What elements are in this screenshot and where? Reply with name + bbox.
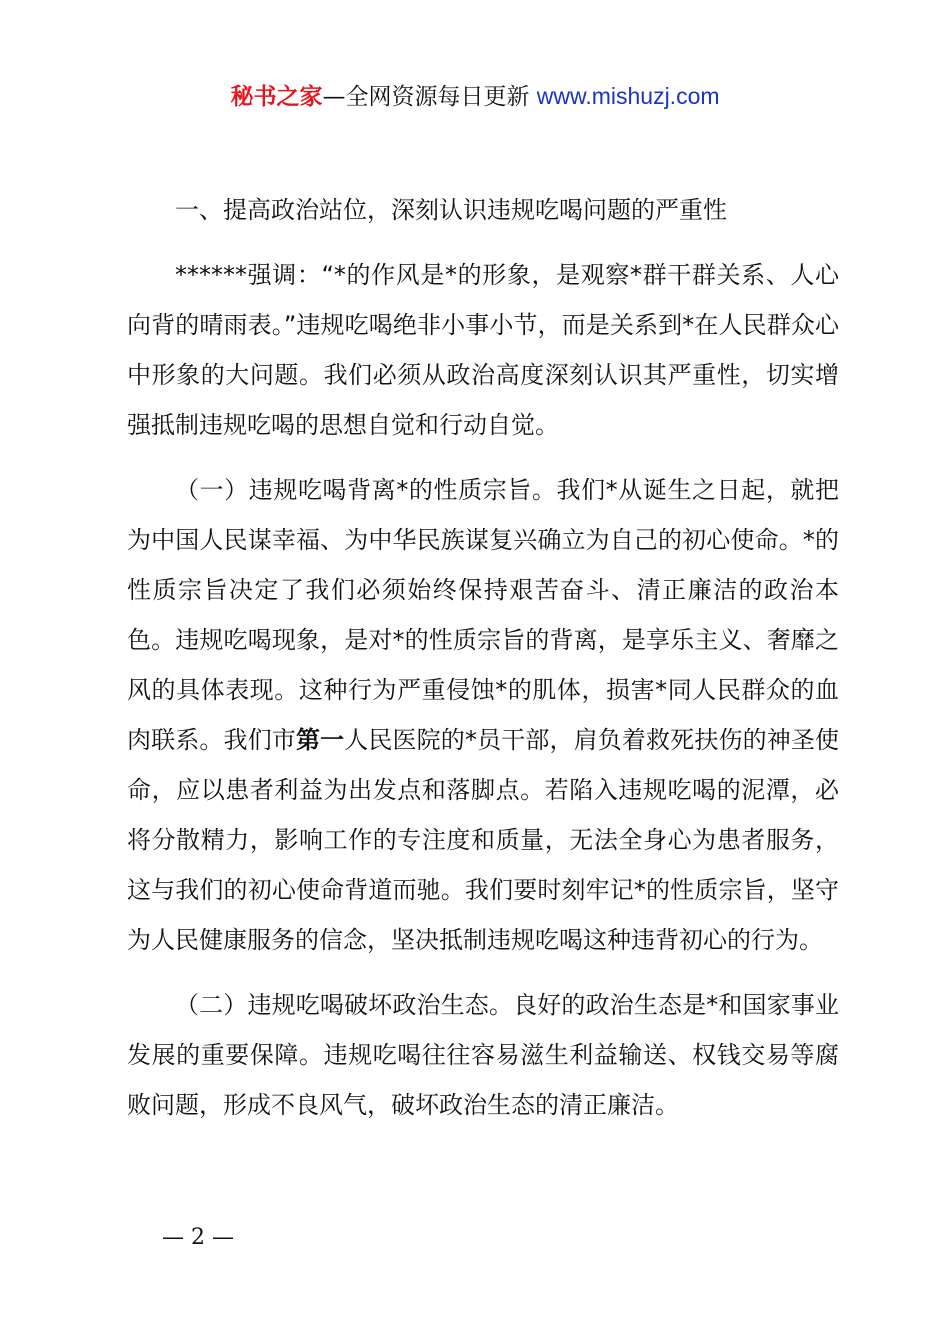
paragraph-3: （二）违规吃喝破坏政治生态。良好的政治生态是*和国家事业发展的重要保障。违规吃喝往往容易滋生利益输送、权钱交易等腐败问题，形成不良风气，破坏政治生态的清正廉洁。 xyxy=(127,991,839,1119)
header-tagline: —全网资源每日更新 xyxy=(322,84,537,110)
page-number: — 2 — xyxy=(162,1225,234,1250)
document-body xyxy=(127,185,839,1130)
paragraph-2-text-end: 人民医院的*员干部，肩负着救死扶伤的神圣使命，应以患者利益为出发点和落脚点。若陷入违规吃喝的泥潭，必将分散精力，影响工作的专注度和质量，无法全身心为患者服务，这与我们的初心使命背道而驰。我们要时刻牢记*的性质宗旨，坚守为人民健康服务的信念，坚决抵制违规吃喝这种违背初心的行为。 xyxy=(127,726,840,954)
paragraph-1: ******强调：“*的作风是*的形象，是观察*群干群关系、人心向背的晴雨表。”违规吃喝绝非小事小节，而是关系到*在人民群众心中形象的大问题。我们必须从政治高度深刻认识其严重性，切实增强抵制违规吃喝的思想自觉和行动自觉。 xyxy=(127,261,839,439)
site-header xyxy=(0,78,950,115)
paragraph-2-bold-text: 第一 xyxy=(295,726,345,754)
site-url-link[interactable]: www.mishuzj.com xyxy=(536,83,720,109)
section-heading: 一、提高政治站位，深刻认识违规吃喝问题的严重性 xyxy=(175,196,727,224)
brand-name: 秘书之家 xyxy=(230,84,323,110)
paragraph-2-text-start: （一）违规吃喝背离*的性质宗旨。我们*从诞生之日起，就把为中国人民谋幸福、为中华民族谋复兴确立为自己的初心使命。*的性质宗旨决定了我们必须始终保持艰苦奋斗、清正廉洁的政治本色。违规吃喝现象，是对*的性质宗旨的背离，是享乐主义、奢靡之风的具体表现。这种行为严重侵蚀*的肌体，损害*同人民群众的血肉联系。我们市 xyxy=(127,476,839,754)
paragraph-2 xyxy=(127,465,839,965)
